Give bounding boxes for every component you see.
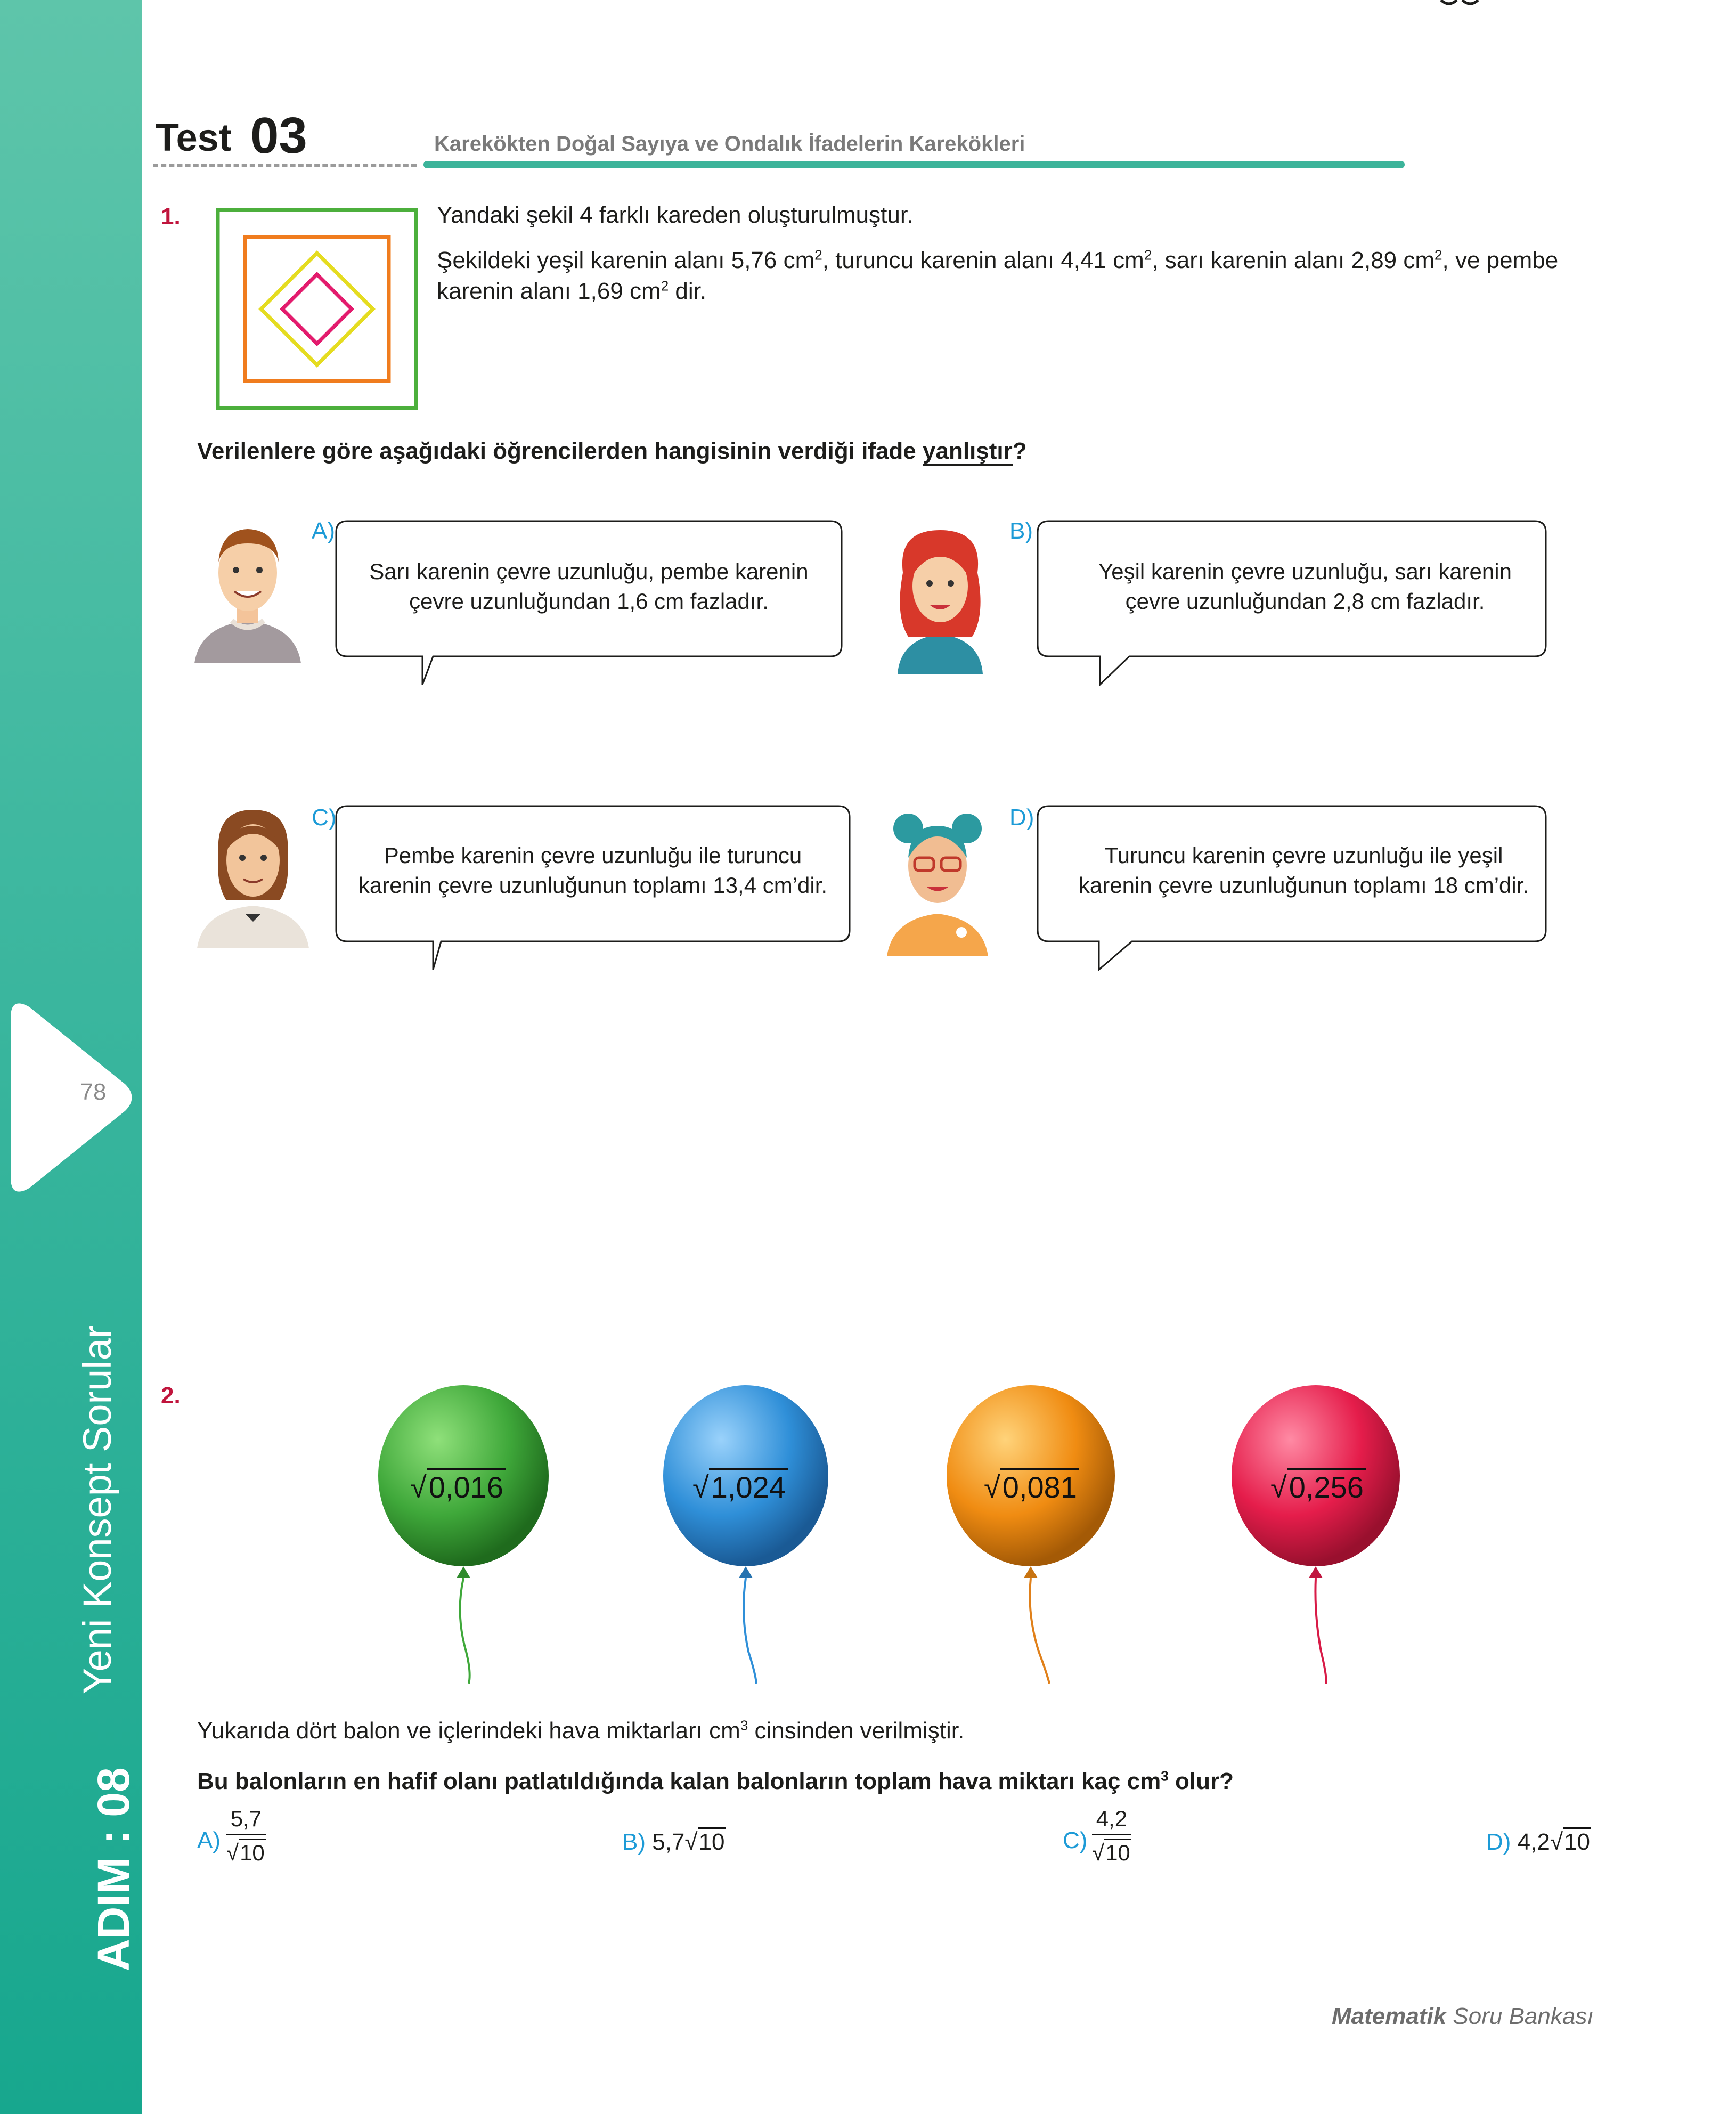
option-c-bubble[interactable] bbox=[335, 804, 851, 975]
answer-c-fraction: $\frac{4,2}{√10}$ bbox=[1092, 1806, 1130, 1865]
footer-book-title: Matematik Soru Bankası bbox=[1332, 2003, 1594, 2029]
option-a-letter: A) bbox=[312, 518, 335, 544]
blue-balloon-value: √1,024 bbox=[692, 1468, 788, 1505]
q2-text: Yukarıda dört balon ve içlerindeki hava miktarları $cm^3$ cinsinden verilmiştir. bbox=[197, 1717, 965, 1744]
answer-b[interactable]: B) 5,7√10 bbox=[622, 1827, 726, 1856]
test-label: Test bbox=[156, 117, 232, 159]
option-d-bubble[interactable] bbox=[1036, 804, 1547, 975]
sidebar bbox=[0, 0, 142, 2114]
option-b-line2: çevre uzunluğundan 2,8 cm fazladır. bbox=[1125, 589, 1485, 614]
option-c-line2: karenin çevre uzunluğunun toplamı 13,4 cm’dir. bbox=[358, 873, 828, 898]
option-d-letter: D) bbox=[1009, 804, 1034, 831]
option-b-bubble[interactable] bbox=[1036, 519, 1547, 690]
option-d-line2: karenin çevre uzunluğunun toplamı 18 cm’dir. bbox=[1078, 873, 1529, 898]
option-c-line1: Pembe karenin çevre uzunluğu ile turuncu bbox=[384, 843, 802, 868]
green-balloon bbox=[376, 1385, 562, 1684]
nested-squares-figure bbox=[216, 208, 418, 410]
blue-balloon bbox=[661, 1385, 847, 1684]
option-b-line1: Yeşil karenin çevre uzunluğu, sarı karenin bbox=[1098, 559, 1512, 584]
green-balloon-value: √0,016 bbox=[410, 1468, 506, 1505]
answer-c[interactable]: C) bbox=[1063, 1827, 1088, 1853]
q1-intro: Yandaki şekil 4 farklı kareden oluşturulmuştur. bbox=[437, 202, 914, 228]
option-a-line1: Sarı karenin çevre uzunluğu, pembe karenin bbox=[369, 559, 809, 584]
option-a-bubble[interactable] bbox=[335, 519, 843, 690]
step-label: ADIM : 08 bbox=[88, 1767, 138, 1971]
orange-balloon-value: √0,081 bbox=[984, 1468, 1079, 1505]
corner-mark bbox=[1438, 0, 1481, 7]
option-a-line2: çevre uzunluğundan 1,6 cm fazladır. bbox=[409, 589, 769, 614]
question-number: 2. bbox=[161, 1383, 181, 1409]
test-number: 03 bbox=[250, 107, 307, 164]
student-d-avatar bbox=[882, 807, 993, 956]
red-balloon bbox=[1228, 1385, 1414, 1684]
page-number: 78 bbox=[80, 1079, 107, 1105]
red-balloon-value: √0,256 bbox=[1270, 1468, 1366, 1505]
header-bar bbox=[423, 161, 1405, 168]
option-b-letter: B) bbox=[1009, 518, 1033, 544]
student-c-avatar bbox=[194, 804, 312, 948]
q1-question: Verilenlere göre aşağıdaki öğrencilerden hangisinin verdiği ifade yanlıştır? bbox=[197, 436, 1027, 467]
q1-areas-line1: Şekildeki yeşil karenin alanı 5,76 $cm^2$, turuncu karenin alanı 4,41 $cm^2$, sarı karenin alanı 2,89 $cm^2$, ve pembe bbox=[437, 247, 1559, 273]
q1-areas-line2: karenin alanı 1,69 $cm^2$ dir. bbox=[437, 278, 707, 304]
orange-balloon bbox=[943, 1385, 1129, 1684]
answer-a-fraction: $\frac{5,7}{√10}$ bbox=[226, 1806, 265, 1865]
answer-d[interactable]: D) 4,2√10 bbox=[1486, 1827, 1591, 1856]
section-title: Yeni Konsept Sorular bbox=[75, 1325, 119, 1694]
student-b-avatar bbox=[887, 525, 993, 674]
option-d-line1: Turuncu karenin çevre uzunluğu ile yeşil bbox=[1104, 843, 1503, 868]
student-a-avatar bbox=[194, 519, 301, 663]
option-c-letter: C) bbox=[312, 804, 337, 831]
q2-question: Bu balonların en hafif olanı patlatıldığında kalan balonların toplam hava miktarı kaç $cm^3$ olur? bbox=[197, 1768, 1234, 1794]
header-dashed-line bbox=[153, 164, 417, 167]
test-title: Karekökten Doğal Sayıya ve Ondalık İfadelerin Karekökleri bbox=[434, 132, 1025, 156]
question-number: 1. bbox=[161, 204, 181, 230]
answer-a[interactable]: A) bbox=[197, 1827, 221, 1853]
